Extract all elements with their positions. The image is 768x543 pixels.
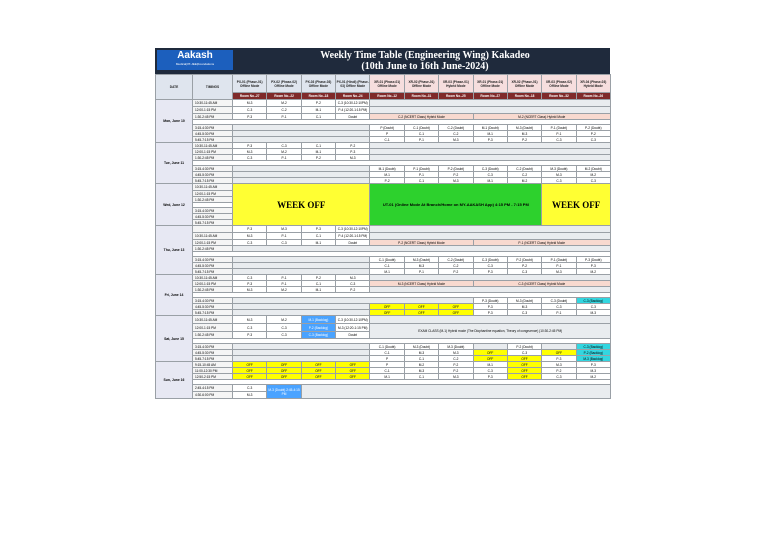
time-slot: 10:30-11:45 AM xyxy=(193,233,233,240)
class-cell: P-2 xyxy=(370,178,404,184)
time-slot: 12:50-2:15 PM xyxy=(193,374,233,380)
class-cell: P-2 (Doubt) xyxy=(507,257,541,263)
class-cell: M-3 xyxy=(439,374,473,380)
page-title: Weekly Time Table (Engineering Wing) Kakadeo (10th June to 16th June-2024) xyxy=(320,50,530,72)
empty-cell xyxy=(370,107,611,114)
time-slot: 11:00-12:30 PM xyxy=(193,368,233,374)
class-cell: C-3 xyxy=(576,304,610,310)
class-cell: C-3 xyxy=(267,240,301,246)
class-cell: P-3 xyxy=(473,269,507,275)
class-cell: P-2 xyxy=(439,269,473,275)
class-cell: P-2 xyxy=(439,172,473,178)
time-slot: 5:45-7:15 PM xyxy=(193,178,233,184)
class-cell: M-1 (Doubt) xyxy=(473,125,507,131)
room-number: Room No.-27 xyxy=(233,93,267,100)
class-cell: M-3 (Doubt) xyxy=(404,344,438,350)
time-slot: 12:00-1:15 PM xyxy=(193,324,233,332)
class-cell: P-1 xyxy=(542,310,576,316)
day-label: Tue, June 11 xyxy=(156,143,193,184)
class-cell: C-1 xyxy=(301,281,335,287)
class-cell: C-3 (Doubt) xyxy=(542,298,576,304)
time-slot: 4:45-5:30 PM xyxy=(193,304,233,310)
class-cell: M-3 xyxy=(439,137,473,143)
timetable xyxy=(155,74,611,399)
class-cell: M-1 xyxy=(473,131,507,137)
class-cell: P-2 xyxy=(336,287,370,293)
class-cell: C-3 (Backlog) xyxy=(576,298,610,304)
aakash-logo: Aakash Medical|IIT-JEE|Foundations xyxy=(157,50,233,70)
off-cell: OFF xyxy=(301,368,335,374)
class-cell: P-1 (Doubt) xyxy=(542,257,576,263)
class-cell: M-3 (Doubt) xyxy=(507,125,541,131)
time-slot: 5:45-7:15 PM xyxy=(193,269,233,275)
class-cell: P-1 xyxy=(267,155,301,161)
class-cell: M-1 xyxy=(301,287,335,293)
day-label: Fri, June 14 xyxy=(156,275,193,316)
room-number: Room No.-25 xyxy=(439,93,473,100)
class-cell: M-2 xyxy=(576,269,610,275)
class-cell: P-1 xyxy=(267,275,301,281)
batch-header: XR-02 (Phase-01) Offline Mode xyxy=(404,75,438,93)
class-cell: Doubt xyxy=(336,114,370,120)
class-cell: M-3 xyxy=(336,155,370,161)
class-cell: C-3 (10:30-12:10PM) xyxy=(336,316,370,324)
off-cell: OFF xyxy=(370,310,404,316)
off-cell: OFF xyxy=(542,350,576,356)
off-cell: OFF xyxy=(267,374,301,380)
class-cell: M-1 xyxy=(473,362,507,368)
time-slot: 1:30-2:45 PM xyxy=(193,246,233,252)
time-slot: 5:45-7:15 PM xyxy=(193,310,233,316)
room-number: Room No.-18 xyxy=(507,93,541,100)
time-slot: 1:30-2:45 PM xyxy=(193,114,233,120)
batch-header: PX-01 (Phase-01) Offline Mode xyxy=(233,75,267,93)
off-cell: OFF xyxy=(336,362,370,368)
off-cell: OFF xyxy=(473,356,507,362)
exam-class-cell: EXAM CLASS (M-1) Hybrid mode (The Diophantine equation, Theory of congruence) (10:30-2:45 PM) xyxy=(370,324,611,339)
class-cell: P-1 xyxy=(267,233,301,240)
time-slot: 12:00-1:15 PM xyxy=(193,281,233,287)
time-slot: 4:45-5:30 PM xyxy=(193,172,233,178)
class-cell: M-3 xyxy=(404,368,438,374)
doubt-cell: M-3 (Doubt) 2:45-4:15 PM xyxy=(267,385,301,399)
class-cell: C-1 xyxy=(301,143,335,149)
class-cell: P-2 xyxy=(576,131,610,137)
room-number: Room No.-18 xyxy=(301,93,335,100)
class-cell: P-2 xyxy=(301,155,335,161)
timetable-sheet xyxy=(155,48,610,494)
class-cell: C-3 xyxy=(267,143,301,149)
class-cell: C-3 xyxy=(233,155,267,161)
class-cell: P-3 xyxy=(301,226,335,233)
class-cell: P-2 (Doubt) xyxy=(507,344,541,350)
empty-cell xyxy=(370,226,611,233)
room-number: Room No.-32 xyxy=(542,93,576,100)
time-slot: 12:00-1:15 PM xyxy=(193,107,233,114)
off-cell: OFF xyxy=(507,362,541,368)
off-cell: OFF xyxy=(404,304,438,310)
time-slot: 3:15-4:30 PM xyxy=(193,166,233,172)
class-cell: C-2 (Doubt) xyxy=(507,166,541,172)
class-cell: M-3 xyxy=(233,233,267,240)
class-cell: P-3 xyxy=(473,304,507,310)
class-cell: C-1 (Doubt) xyxy=(404,125,438,131)
class-cell: P-2 (Doubt) xyxy=(576,125,610,131)
class-cell: M-3 xyxy=(404,350,438,356)
class-cell: M-3 xyxy=(233,149,267,155)
class-cell: C-3 xyxy=(576,178,610,184)
class-cell: P-2 (Doubt) xyxy=(439,166,473,172)
time-slot: 12:00-1:15 PM xyxy=(193,149,233,155)
backlog-cell: P-2 (Backlog) xyxy=(301,324,335,332)
off-cell: OFF xyxy=(336,374,370,380)
class-cell: P-3 xyxy=(473,137,507,143)
class-cell: P-1 xyxy=(267,114,301,120)
class-cell: P-3 xyxy=(336,149,370,155)
class-cell: C-1 xyxy=(404,374,438,380)
class-cell: M-3 xyxy=(439,350,473,356)
hybrid-class: C-3 (NCERT Class) Hybrid Mode xyxy=(473,281,610,287)
class-cell: C-3 xyxy=(336,281,370,287)
week-off-banner: WEEK OFF xyxy=(542,184,611,226)
class-cell: C-3 xyxy=(507,310,541,316)
week-off-banner: WEEK OFF xyxy=(233,184,370,226)
class-cell: M-1 xyxy=(301,149,335,155)
batch-header: XR-03 (Phase-01) Hybrid Mode xyxy=(439,75,473,93)
off-cell: OFF xyxy=(267,362,301,368)
class-cell: C-2 (Doubt) xyxy=(439,125,473,131)
class-cell: C-2 xyxy=(439,356,473,362)
time-slot: 3:15-4:30 PM xyxy=(193,344,233,350)
time-slot: 10:30-11:45 AM xyxy=(193,275,233,281)
time-slot: 3:15-4:30 PM xyxy=(193,208,233,214)
empty-cell xyxy=(370,316,611,324)
class-cell: C-1 xyxy=(301,233,335,240)
time-slot: 10:30-11:45 AM xyxy=(193,100,233,107)
time-slot: 1:30-2:45 PM xyxy=(193,155,233,161)
class-cell: C-1 (Doubt) xyxy=(370,344,404,350)
off-cell: OFF xyxy=(267,368,301,374)
backlog-cell: C-3 (Backlog) xyxy=(576,344,610,350)
class-cell: C-2 xyxy=(439,131,473,137)
class-cell: C-3 xyxy=(233,324,267,332)
class-cell: C-3 xyxy=(267,324,301,332)
time-slot: 4:30-6:00 PM xyxy=(193,392,233,399)
timings-header: TIMINGS xyxy=(193,75,233,100)
hybrid-class: P-1 (NCERT Class) Hybrid Mode xyxy=(473,240,610,246)
time-slot: 4:45-5:30 PM xyxy=(193,350,233,356)
class-cell: P xyxy=(370,131,404,137)
class-cell: P-2 xyxy=(507,137,541,143)
class-cell: M-3 xyxy=(576,310,610,316)
off-cell: OFF xyxy=(507,374,541,380)
class-cell: M-3 xyxy=(507,304,541,310)
class-cell: M-3 xyxy=(233,392,267,399)
class-cell: P-1 xyxy=(404,172,438,178)
class-cell: M-2 xyxy=(267,316,301,324)
class-cell: C-1 xyxy=(370,263,404,269)
class-cell: C-1 xyxy=(404,131,438,137)
time-slot: 10:30-11:45 AM xyxy=(193,184,233,191)
room-number: Room No.-27 xyxy=(473,93,507,100)
class-cell: P-3 xyxy=(542,356,576,362)
batch-header: XR-02 (Phase-01) Offline Mode xyxy=(507,75,541,93)
class-cell: M-2 xyxy=(576,374,610,380)
class-cell: M-3 xyxy=(542,362,576,368)
class-cell: P-3 xyxy=(473,374,507,380)
class-cell: M-3 xyxy=(233,287,267,293)
class-cell: P-3 (Doubt) xyxy=(473,298,507,304)
room-number: Room No.-24 xyxy=(336,93,370,100)
class-cell: P-3 xyxy=(576,263,610,269)
room-number: Room No.-12 xyxy=(370,93,404,100)
class-cell: P-3 (Doubt) xyxy=(576,257,610,263)
off-cell: OFF xyxy=(233,374,267,380)
time-slot: 10:30-11:45 AM xyxy=(193,316,233,324)
class-cell: C-3 xyxy=(542,374,576,380)
class-cell: M-2 xyxy=(267,287,301,293)
off-cell: OFF xyxy=(301,374,335,380)
class-cell: P (Doubt) xyxy=(370,125,404,131)
room-number: Room No.-22 xyxy=(267,93,301,100)
class-cell: P-3 xyxy=(233,114,267,120)
time-slot: 5:45-7:15 PM xyxy=(193,356,233,362)
class-cell: M-3 xyxy=(233,316,267,324)
class-cell: P-3 xyxy=(233,226,267,233)
day-label: Wed, June 12 xyxy=(156,184,193,226)
time-slot: 3:15-4:30 PM xyxy=(193,125,233,131)
class-cell: C-1 xyxy=(370,368,404,374)
class-cell: C-3 xyxy=(507,350,541,356)
hybrid-class: P-2 (NCERT Class) Hybrid Mode xyxy=(370,240,473,246)
class-cell: C-1 xyxy=(370,137,404,143)
date-header: DATE xyxy=(156,75,193,100)
batch-header: XR-01 (Phase-01) Offline Mode xyxy=(473,75,507,93)
class-cell: M-3 (Doubt) xyxy=(542,166,576,172)
class-cell: C-3 xyxy=(233,385,267,392)
day-label: Sun, June 16 xyxy=(156,362,193,399)
class-cell: C-3 xyxy=(233,240,267,246)
class-cell: C-3 (Doubt) xyxy=(473,257,507,263)
off-cell: OFF xyxy=(507,368,541,374)
off-cell: OFF xyxy=(404,310,438,316)
time-slot: 9:15-10:45 AM xyxy=(193,362,233,368)
class-cell: P-2 xyxy=(301,275,335,281)
class-cell: C-1 xyxy=(301,114,335,120)
class-cell: P-1 xyxy=(404,269,438,275)
off-cell: OFF xyxy=(439,310,473,316)
class-cell: C-3 (10:30-12:10PM) xyxy=(336,226,370,233)
time-slot: 4:45-5:30 PM xyxy=(193,214,233,220)
class-cell: C-1 xyxy=(404,356,438,362)
class-cell: C-2 xyxy=(267,107,301,114)
backlog-cell: P-2 (Backlog) xyxy=(576,350,610,356)
room-number: Room No.-26 xyxy=(576,93,610,100)
class-cell: M-3 (Doubt) xyxy=(507,298,541,304)
class-cell: Doubt xyxy=(336,240,370,246)
backlog-cell: M-3 (Backlog) xyxy=(576,356,610,362)
class-cell: C-1 xyxy=(370,350,404,356)
class-cell: C-3 xyxy=(542,304,576,310)
hybrid-class: C-2 (NCERT Class) Hybrid Mode xyxy=(370,114,473,120)
class-cell: P-3 xyxy=(473,310,507,316)
off-cell: OFF xyxy=(301,362,335,368)
off-cell: OFF xyxy=(439,304,473,310)
class-cell: C-3 xyxy=(233,107,267,114)
time-slot: 12:00-1:15 PM xyxy=(193,240,233,246)
class-cell: P-1 xyxy=(267,281,301,287)
hybrid-class: M-2 (NCERT Class) Hybrid Mode xyxy=(473,114,610,120)
class-cell: Doubt xyxy=(336,332,370,339)
class-cell: P-2 xyxy=(439,362,473,368)
class-cell: M-1 xyxy=(301,240,335,246)
class-cell: P-3 xyxy=(233,143,267,149)
class-cell: C-2 xyxy=(507,172,541,178)
batch-header: PX-02 (Phase-02) Offline Mode xyxy=(267,75,301,93)
class-cell: P-1 xyxy=(404,137,438,143)
class-cell: C-3 xyxy=(473,368,507,374)
class-cell: M-2 xyxy=(576,172,610,178)
class-cell: P-1 (Doubt) xyxy=(404,166,438,172)
class-cell: M-3 (Doubt) xyxy=(439,344,473,350)
class-cell: C-3 xyxy=(473,172,507,178)
batch-header: XR-01 (Phase-01) Offline Mode xyxy=(370,75,404,93)
time-slot: 4:45-5:30 PM xyxy=(193,263,233,269)
time-slot: 2:45-4:15 PM xyxy=(193,385,233,392)
unit-test-banner: UT-01 (Online Mode At Branch/Home on MY-AAKASH App) 4:15 PM - 7:15 PM xyxy=(370,184,542,226)
time-slot: 3:15-4:30 PM xyxy=(193,257,233,263)
batch-header: XR-04 (Phase-03) Hybrid Mode xyxy=(576,75,610,93)
time-slot xyxy=(193,226,233,233)
class-cell: M-3 xyxy=(507,131,541,137)
class-cell: M-1 xyxy=(473,178,507,184)
day-label: Mon, June 10 xyxy=(156,100,193,143)
class-cell: C-3 xyxy=(233,275,267,281)
hybrid-class: M-3 (NCERT Class) Hybrid Mode xyxy=(370,281,473,287)
class-cell: M-3 xyxy=(267,226,301,233)
class-cell: P-1 (Doubt) xyxy=(542,125,576,131)
class-cell: C-3 (Doubt) xyxy=(473,166,507,172)
class-cell: M-1 xyxy=(370,172,404,178)
day-label: Thu, June 13 xyxy=(156,226,193,275)
class-cell: M-1 xyxy=(301,107,335,114)
off-cell: OFF xyxy=(370,304,404,310)
class-cell: M-3 xyxy=(542,269,576,275)
empty-cell xyxy=(301,385,610,399)
empty-cell xyxy=(370,233,611,240)
off-cell: OFF xyxy=(507,356,541,362)
class-cell: M-2 xyxy=(267,100,301,107)
time-slot: 3:15-4:30 PM xyxy=(193,298,233,304)
class-cell: M-3 (12:20-1:15 PM) xyxy=(336,324,370,332)
class-cell: C-3 xyxy=(576,137,610,143)
title-band xyxy=(155,48,610,74)
time-slot: 1:30-2:45 PM xyxy=(193,197,233,203)
class-cell: C-3 xyxy=(542,137,576,143)
class-cell: C-3 xyxy=(542,178,576,184)
class-cell: M-1 (Doubt) xyxy=(370,166,404,172)
class-cell: P-4 (12:20-1:15 PM) xyxy=(336,107,370,114)
off-cell: OFF xyxy=(336,368,370,374)
class-cell: P-3 xyxy=(233,332,267,339)
backlog-cell: C-3 (Backlog) xyxy=(301,332,335,339)
class-cell: M-2 (Doubt) xyxy=(576,166,610,172)
class-cell: M-3 xyxy=(542,172,576,178)
day-label: Sat, June 15 xyxy=(156,316,193,362)
class-cell: P-1 xyxy=(542,263,576,269)
class-cell: M-3 xyxy=(336,275,370,281)
class-cell: M-3 xyxy=(404,263,438,269)
class-cell: C-3 xyxy=(267,332,301,339)
class-cell: M-2 xyxy=(507,178,541,184)
time-slot: 5:45-7:15 PM xyxy=(193,137,233,143)
class-cell: P-2 xyxy=(542,368,576,374)
class-cell: P-2 xyxy=(439,368,473,374)
room-number: Room No.-31 xyxy=(404,93,438,100)
off-cell: OFF xyxy=(473,350,507,356)
batch-header: XR-03 (Phase-02) Offline Mode xyxy=(542,75,576,93)
time-slot: 4:45-5:30 PM xyxy=(193,131,233,137)
class-cell: M-3 xyxy=(233,100,267,107)
class-cell: P-2 xyxy=(301,100,335,107)
class-cell: P-1 xyxy=(542,131,576,137)
class-cell: P-2 xyxy=(336,143,370,149)
time-slot: 12:00-1:15 PM xyxy=(193,191,233,197)
class-cell: C-3 xyxy=(473,263,507,269)
class-cell: C-1 (Doubt) xyxy=(370,257,404,263)
class-cell: M-3 xyxy=(439,178,473,184)
class-cell: P xyxy=(370,356,404,362)
backlog-cell: M-1 (Backlog) xyxy=(301,316,335,324)
class-cell: M-3 xyxy=(576,368,610,374)
class-cell: C-3 (10:30-12:10PM) xyxy=(336,100,370,107)
time-slot: 1:30-2:45 PM xyxy=(193,287,233,293)
class-cell: P-3 xyxy=(233,281,267,287)
batch-header: PX-01 (Hindi) (Phase-03) Offline Mode xyxy=(336,75,370,93)
class-cell: C-2 (Doubt) xyxy=(439,257,473,263)
class-cell: P-4 (12:20-1:15 PM) xyxy=(336,233,370,240)
time-slot: 5:45-7:15 PM xyxy=(193,220,233,226)
class-cell: M-1 xyxy=(370,269,404,275)
off-cell: OFF xyxy=(233,368,267,374)
class-cell: P-3 xyxy=(576,362,610,368)
class-cell: M-2 xyxy=(267,149,301,155)
time-slot: 1:30-2:45 PM xyxy=(193,332,233,339)
batch-header: PX-03 (Phase-03) Offline Mode xyxy=(301,75,335,93)
off-cell: OFF xyxy=(233,362,267,368)
class-cell: C-2 xyxy=(439,263,473,269)
class-cell: C-3 xyxy=(507,269,541,275)
class-cell: M-2 xyxy=(404,362,438,368)
class-cell: M-1 xyxy=(370,374,404,380)
class-cell: P xyxy=(370,362,404,368)
class-cell: M-3 (Doubt) xyxy=(404,257,438,263)
class-cell: P-2 xyxy=(507,263,541,269)
class-cell: C-1 xyxy=(404,178,438,184)
time-slot: 10:30-11:45 AM xyxy=(193,143,233,149)
empty-cell xyxy=(370,100,611,107)
